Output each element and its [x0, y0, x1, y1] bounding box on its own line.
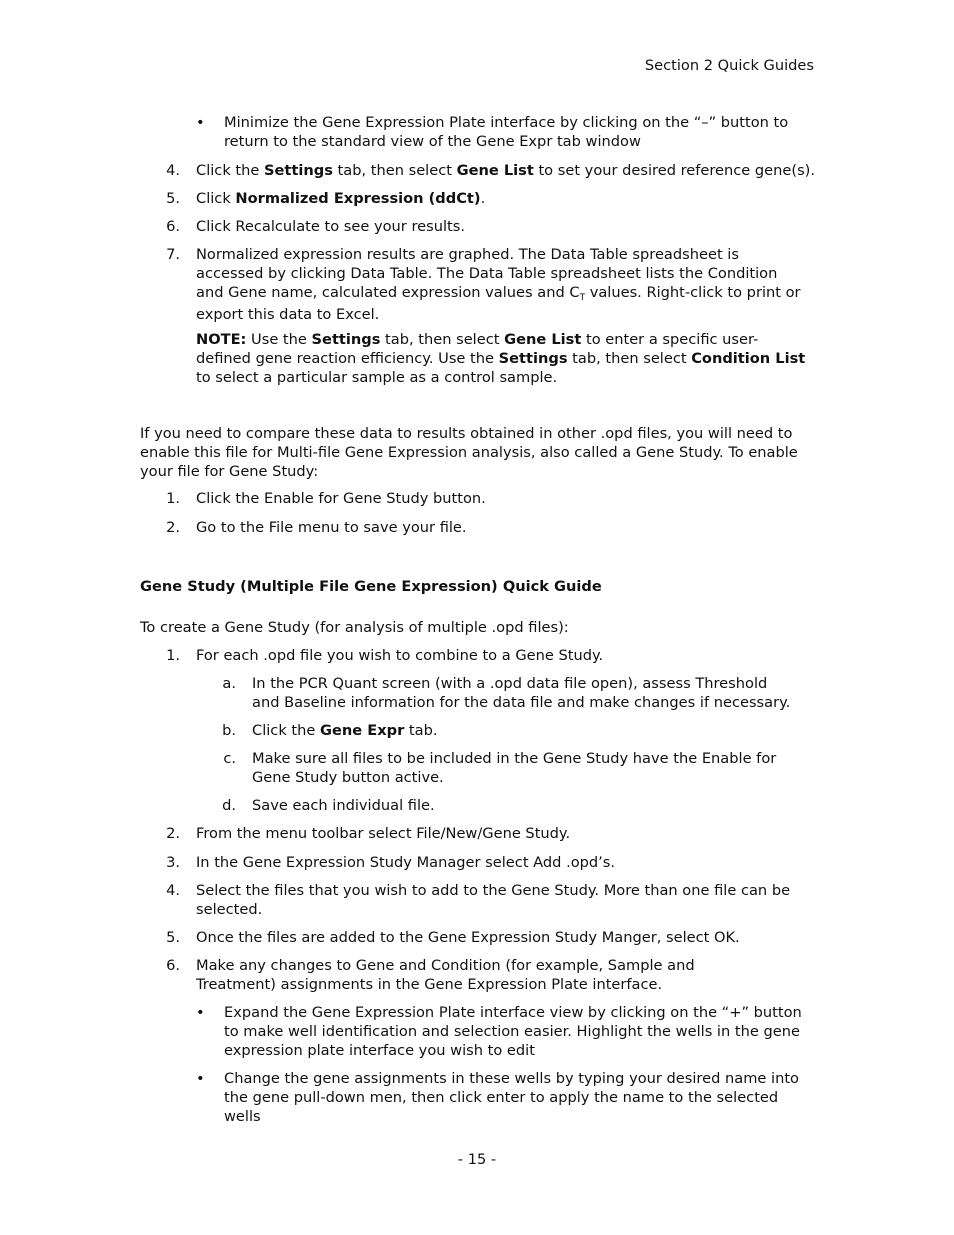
- bullet: •: [196, 1070, 205, 1087]
- step-text: Normalized expression results are graphed. The Data Table spreadsheet is accessed by clicking Data Table. The Data Table spreadsheet lists the Condition and Gene name, calculated expression values and $C_T$ values. Right-click to print or export this data to Excel.: [196, 246, 801, 323]
- section-heading: Gene Study (Multiple File Gene Expression) Quick Guide: [140, 578, 602, 595]
- bullet-text: Minimize the Gene Expression Plate interface by clicking on the “–” button to return to the standard view of the Gene Expr tab window: [224, 114, 789, 150]
- note-paragraph: NOTE: Use the Settings tab, then select Gene List to enter a specific user-defined gene reaction efficiency. Use the Settings tab, then select Condition List to select a particular sample as a control sample.: [196, 331, 806, 386]
- bullet-text: Expand the Gene Expression Plate interface view by clicking on the “+” button to make well identification and selection easier. Highlight the wells in the gene expression plate interface you wish to edit: [224, 1004, 802, 1059]
- page-header: Section 2 Quick Guides: [644, 57, 814, 74]
- bullet-text: Change the gene assignments in these wells by typing your desired name into the gene pull-down men, then click enter to apply the name to the selected wells: [224, 1070, 799, 1125]
- step-text: Click Normalized Expression (ddCt).: [196, 190, 486, 207]
- body-paragraph: If you need to compare these data to results obtained in other .opd files, you will need to enable this file for Multi-file Gene Expression analysis, also called a Gene Study. To enable your file for Gene Study:: [140, 425, 798, 480]
- page-number: - 15 -: [457, 1151, 497, 1168]
- intro-paragraph: To create a Gene Study (for analysis of multiple .opd files):: [140, 619, 569, 636]
- step-text: Click the Settings tab, then select Gene List to set your desired reference gene(s).: [196, 162, 816, 179]
- bullet: •: [196, 1004, 205, 1021]
- step-text: Click Recalculate to see your results.: [196, 218, 465, 235]
- bullet: •: [196, 114, 205, 131]
